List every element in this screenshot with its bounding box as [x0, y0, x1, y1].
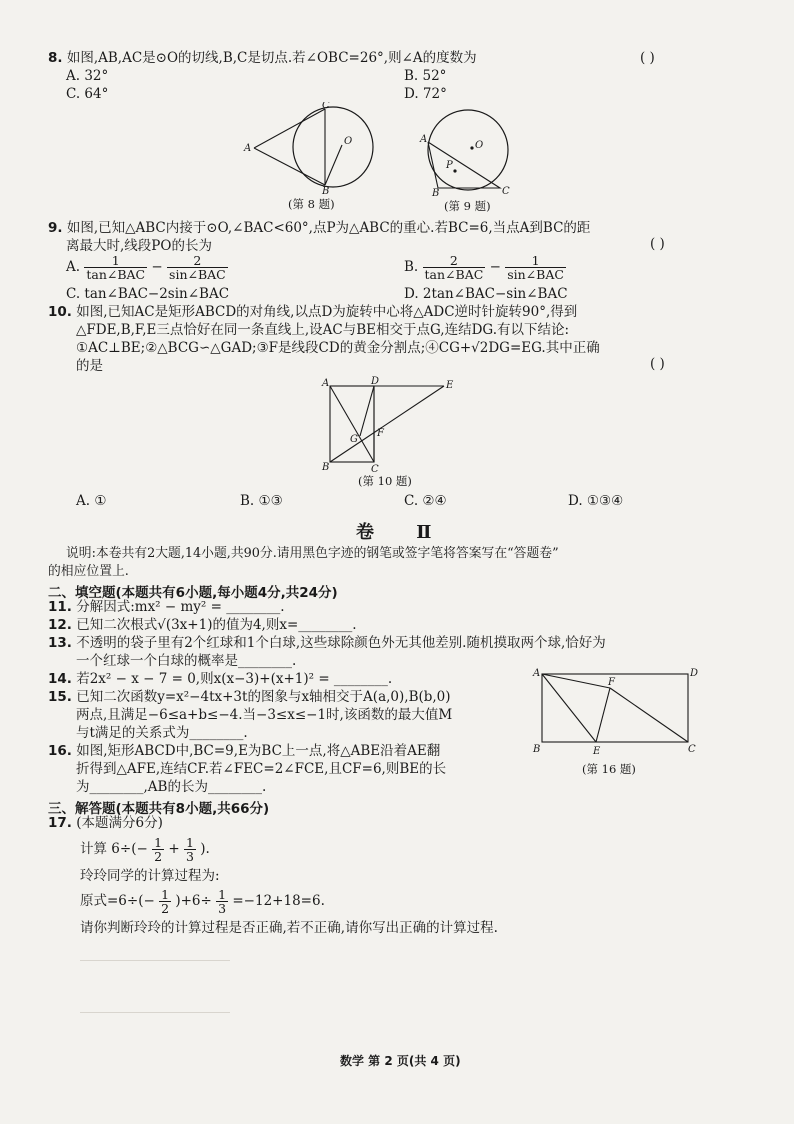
q8-option-d: D. 72° [404, 86, 447, 102]
q16-line1 [48, 743, 440, 760]
q12-text: 已知二次根式√(3x+1)的值为4,则x=________. [76, 617, 357, 633]
page-footer: 数学 第 2 页(共 4 页) [340, 1054, 461, 1068]
q16-number: 16. [48, 743, 72, 759]
q17-orig-prefix: 原式=6÷(− [80, 893, 155, 909]
q9-point-p [453, 169, 456, 172]
q16-segment-fc [610, 688, 688, 742]
q17-student-work [80, 886, 325, 916]
q9-figure-caption: (第 9 题) [444, 199, 491, 213]
q9-option-b [404, 254, 566, 281]
q9-a-den2: sin∠BAC [169, 267, 226, 282]
q16-label-e: E [593, 746, 601, 757]
q9-triangle [428, 142, 500, 188]
q17-o-num2: 1 [218, 887, 227, 902]
bleed-through-line-2 [80, 1012, 230, 1013]
q8-answer-paren: ( ) [640, 50, 655, 66]
q10-diagonal-ac [330, 386, 374, 462]
q17-orig-frac1 [159, 888, 171, 915]
q9-option-a-label: A. [66, 259, 81, 275]
q9-b-num2: 1 [505, 254, 566, 268]
q8-segment-ob [325, 145, 342, 185]
q8-tangent-ac [254, 109, 325, 148]
q15-text-1: 已知二次函数y=x²−4tx+3t的图象与x轴相交于A(a,0),B(b,0) [76, 689, 451, 705]
q17-o-den2: 3 [218, 901, 227, 916]
q8-label-c: C [322, 102, 330, 111]
q9-b-den1: tan∠BAC [424, 267, 484, 282]
q16-label-f: F [608, 677, 615, 688]
q9-option-a [66, 254, 228, 281]
q8-option-c: C. 64° [66, 86, 109, 102]
q10-answer-paren: ( ) [650, 356, 665, 372]
q15-number: 15. [48, 689, 72, 705]
q8-text: 如图,AB,AC是⊙O的切线,B,C是切点.若∠OBC=26°,则∠A的度数为 [66, 50, 477, 66]
part2-title: 卷 Ⅱ [356, 522, 450, 543]
q10-label-d: D [371, 376, 380, 387]
q17-compute [80, 834, 210, 864]
q8-label-o: O [344, 136, 353, 147]
q17-compute-frac1 [152, 836, 164, 863]
q9-label-a: A [420, 134, 428, 145]
q9-option-c: C. tan∠BAC−2sin∠BAC [66, 286, 230, 302]
q9-option-a-frac2 [167, 254, 228, 281]
q17-number: 17. [48, 815, 72, 831]
q9-point-o [470, 146, 473, 149]
q10-number: 10. [48, 304, 72, 320]
q8-label-a: A [244, 143, 252, 154]
q10-option-a: A. ① [76, 493, 107, 509]
q16-line3: 为________,AB的长为________. [76, 779, 267, 795]
section-fill-in-title: 二、填空题(本题共有6小题,每小题4分,共24分) [48, 585, 338, 601]
q16-label-a: A [533, 668, 541, 679]
q10-segment-dg [360, 386, 374, 436]
q8-option-b: B. 52° [404, 68, 447, 84]
q10-option-b: B. ①③ [240, 493, 283, 509]
q13-text-1: 不透明的袋子里有2个红球和1个白球,这些球除颜色外无其他差别.随机摸取两个球,恰好为 [76, 635, 606, 651]
q10-stem-line3: ①AC⊥BE;②△BCG∽△GAD;③F是线段CD的黄金分割点;④CG+√2DG=EG.其中正确 [76, 340, 600, 356]
q8-stem [48, 50, 477, 67]
q9-option-b-frac2 [505, 254, 566, 281]
q9-figure [418, 104, 518, 200]
q9-b-den2: sin∠BAC [507, 267, 564, 282]
part2-note-line1: 说明:本卷共有2大题,14小题,共90分.请用黑色字迹的钢笔或签字笔将答案写在“答题卷” [66, 546, 559, 561]
q11-number: 11. [48, 599, 72, 615]
q11-text: 分解因式:mx² − my² = ________. [76, 599, 285, 615]
q17-score: (本题满分6分) [76, 815, 163, 831]
q14-number: 14. [48, 671, 72, 687]
q14 [48, 671, 392, 688]
part2-note-line2: 的相应位置上. [48, 564, 129, 579]
q17-c-den1: 2 [154, 849, 163, 864]
q10-label-b: B [322, 462, 330, 472]
q17-c-num1: 1 [154, 835, 163, 850]
q17-o-den1: 2 [161, 901, 170, 916]
q15-line3: 与t满足的关系式为________. [76, 725, 248, 741]
q9-stem-line1 [48, 220, 590, 237]
q9-option-b-frac1 [423, 254, 486, 281]
q8-figure [238, 102, 388, 198]
q9-label-o: O [475, 140, 484, 151]
q10-label-c: C [371, 464, 379, 472]
q9-b-num1: 2 [423, 254, 486, 268]
q10-figure [320, 376, 460, 476]
q16-segment-fe [596, 688, 610, 742]
q17-question: 请你判断玲玲的计算过程是否正确,若不正确,请你写出正确的计算过程. [80, 920, 498, 936]
q10-label-a: A [322, 378, 330, 389]
q8-tangent-ab [254, 148, 325, 185]
q13-line2: 一个红球一个白球的概率是________. [76, 653, 297, 669]
q9-option-a-minus: − [151, 259, 163, 275]
q17-c-num2: 1 [185, 835, 194, 850]
section-answer-title: 三、解答题(本题共有8小题,共66分) [48, 801, 270, 817]
q12 [48, 617, 357, 634]
q17-o-num1: 1 [161, 887, 170, 902]
q16-segment-af [542, 674, 610, 688]
bleed-through-line-1 [80, 960, 230, 961]
q17-orig-frac2 [216, 888, 228, 915]
q9-number: 9. [48, 220, 63, 236]
q10-stem-line1 [48, 304, 577, 321]
q17-orig-suffix: =−12+18=6. [232, 893, 325, 909]
q10-figure-caption: (第 10 题) [358, 474, 412, 488]
q16-text-1: 如图,矩形ABCD中,BC=9,E为BC上一点,将△ABE沿着AE翻 [76, 743, 441, 759]
q9-option-d: D. 2tan∠BAC−sin∠BAC [404, 286, 568, 302]
q10-option-d: D. ①③④ [568, 493, 624, 509]
q8-label-b: B [322, 186, 330, 194]
q17-compute-prefix: 计算 6÷(− [80, 841, 148, 857]
q10-stem-line4: 的是 [76, 358, 103, 374]
q17-orig-mid: )+6÷ [175, 893, 212, 909]
q9-option-a-frac1 [84, 254, 147, 281]
q13-line1 [48, 635, 606, 652]
q10-text-1: 如图,已知AC是矩形ABCD的对角线,以点D为旋转中心将△ADC逆时针旋转90°,得到 [76, 304, 578, 320]
q10-label-f: F [377, 428, 384, 439]
q17-compute-suffix: ). [200, 841, 210, 857]
q17-head [48, 815, 163, 832]
q14-text: 若2x² − x − 7 = 0,则x(x−3)+(x+1)² = ________. [76, 671, 393, 687]
q8-figure-caption: (第 8 题) [288, 197, 335, 211]
q16-figure-caption: (第 16 题) [582, 762, 636, 776]
q17-intro: 玲玲同学的计算过程为: [80, 868, 220, 884]
q9-a-den1: tan∠BAC [86, 267, 146, 282]
q9-stem-line2: 离最大时,线段PO的长为 [66, 238, 212, 254]
q13-number: 13. [48, 635, 72, 651]
q11 [48, 599, 285, 616]
q12-number: 12. [48, 617, 72, 633]
q16-rectangle [542, 674, 688, 742]
q10-label-g: G [350, 434, 358, 445]
q9-answer-paren: ( ) [650, 236, 665, 252]
q9-option-b-minus: − [489, 259, 501, 275]
q10-line-be [330, 386, 444, 462]
q17-c-den2: 3 [185, 849, 194, 864]
q9-option-b-label: B. [404, 259, 419, 275]
q9-a-num2: 2 [167, 254, 228, 268]
q15-line2: 两点,且满足−6≤a+b≤−4.当−3≤x≤−1时,该函数的最大值M [76, 707, 453, 723]
q10-label-e: E [446, 380, 454, 391]
q9-label-c: C [502, 186, 510, 196]
q16-label-b: B [533, 744, 541, 755]
q10-option-c: C. ②④ [404, 493, 447, 509]
q16-label-d: D [690, 668, 698, 679]
q9-a-num1: 1 [84, 254, 147, 268]
q9-text-1: 如图,已知△ABC内接于⊙O,∠BAC<60°,点P为△ABC的重心.若BC=6,当点A到BC的距 [66, 220, 591, 236]
q10-stem-line2: △FDE,B,F,E三点恰好在同一条直线上,设AC与BE相交于点G,连结DG.有以下结论: [76, 322, 570, 338]
q8-number: 8. [48, 50, 63, 66]
q17-compute-frac2 [184, 836, 196, 863]
q15-line1 [48, 689, 451, 706]
q16-line2: 折得到△AFE,连结CF.若∠FEC=2∠FCE,且CF=6,则BE的长 [76, 761, 447, 777]
q8-option-a: A. 32° [66, 68, 109, 84]
q9-label-p: P [446, 160, 453, 171]
q16-figure [530, 664, 698, 762]
q9-label-b: B [432, 188, 440, 196]
q16-segment-ae [542, 674, 596, 742]
q16-label-c: C [688, 744, 696, 755]
q17-compute-plus: + [168, 841, 180, 857]
